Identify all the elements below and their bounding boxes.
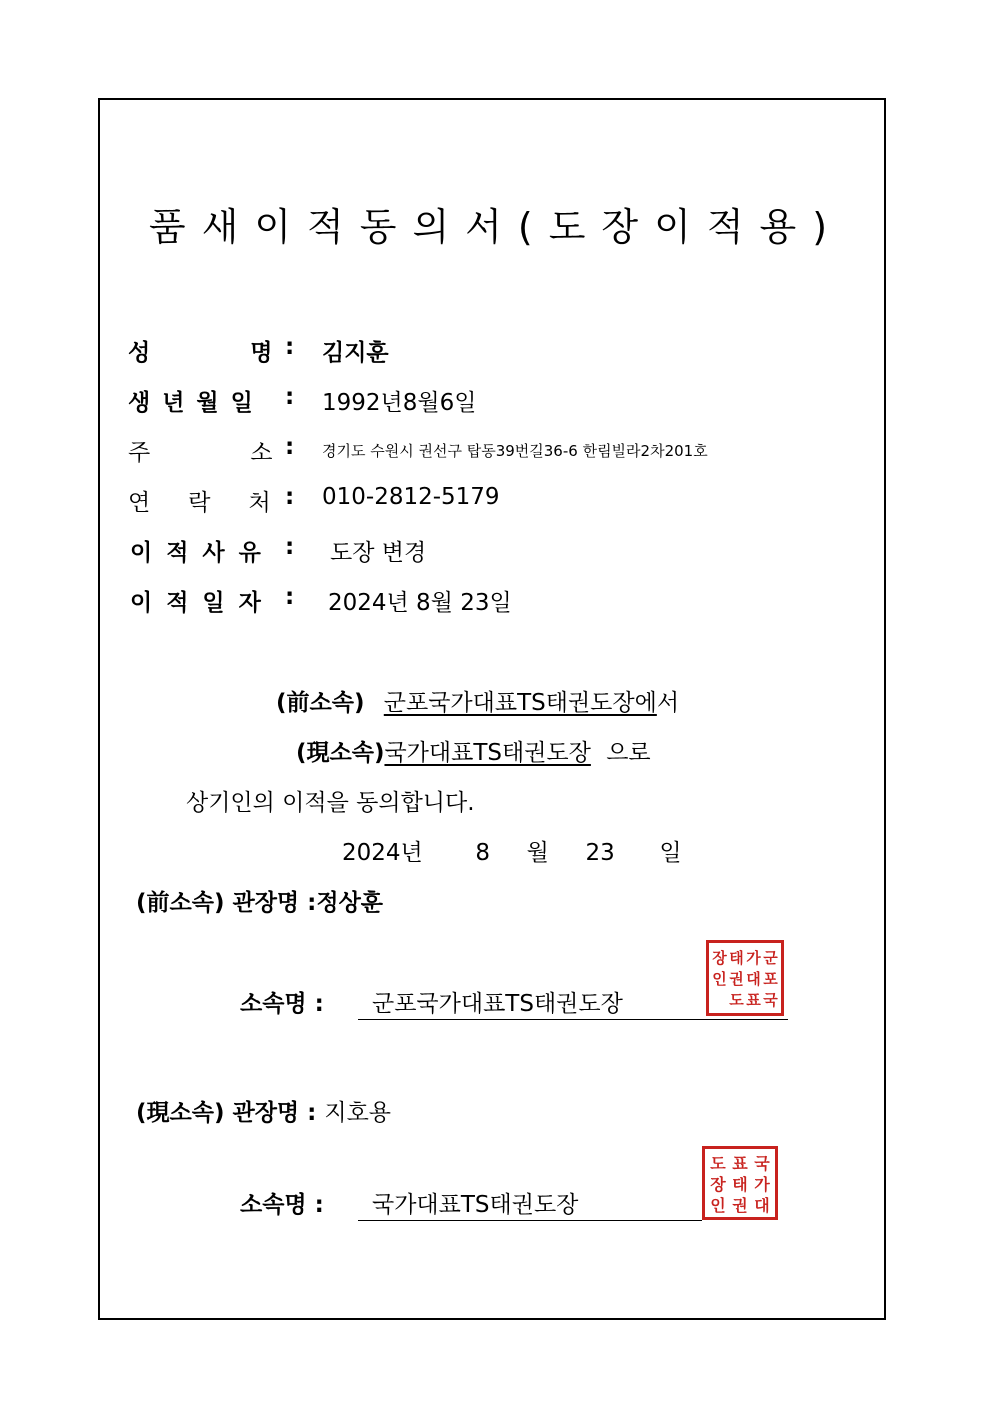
prev-director-line [136, 884, 383, 917]
curr-affiliation-label: 소속명 : [240, 1192, 324, 1218]
date-label: 이적일자 [130, 590, 275, 616]
curr-seal [702, 1146, 778, 1220]
prev-seal-char: 권 [729, 969, 744, 988]
prev-director-value: :정상훈 [307, 890, 384, 916]
statement-curr-line [296, 734, 651, 767]
curr-seal-char: 국 [754, 1153, 770, 1173]
statement-prev-dojang: 군포국가대표TS태권도장에 [383, 690, 657, 716]
prev-seal-char: 군 [763, 948, 778, 967]
birth-colon: : [285, 384, 295, 410]
agree-date-month-unit: 월 [526, 840, 549, 866]
prev-seal-char: 도 [729, 990, 744, 1009]
reason-value: 도장 변경 [330, 540, 427, 566]
name-value: 김지훈 [322, 340, 389, 366]
birth-value: 1992년8월6일 [322, 390, 477, 416]
address-value: 경기도 수원시 권선구 탑동39번길36-6 한림빌라2차201호 [322, 442, 708, 460]
curr-director-line [136, 1094, 391, 1127]
prev-seal-grid [712, 947, 779, 1009]
statement-prev-line [276, 684, 679, 717]
curr-seal-char: 도 [710, 1153, 726, 1173]
contact-value: 010-2812-5179 [322, 484, 500, 510]
statement-curr-suffix: 으로 [606, 740, 651, 766]
date-colon: : [285, 584, 295, 610]
name-colon: : [285, 334, 295, 360]
prev-seal-char: 장 [712, 948, 727, 967]
prev-seal-char: 가 [746, 948, 761, 967]
contact-label-2: 락 [188, 490, 211, 516]
curr-seal-char: 태 [732, 1174, 748, 1194]
contact-colon: : [285, 484, 295, 510]
birth-label: 생년월일 [128, 390, 265, 416]
name-label-first: 성 [128, 340, 151, 366]
curr-prefix: (現소속) [136, 1100, 225, 1126]
agree-date-day: 23 [585, 840, 615, 866]
curr-seal-char: 표 [732, 1153, 748, 1173]
prev-affiliation-value: 군포국가대표TS태권도장 [372, 991, 623, 1017]
agree-date-month: 8 [475, 840, 491, 866]
curr-affiliation-underline [358, 1220, 702, 1221]
prev-seal-char: 국 [763, 990, 778, 1009]
curr-seal-char: 권 [732, 1195, 748, 1215]
prev-affiliation-underline [358, 1019, 788, 1020]
address-label-last: 소 [250, 440, 273, 466]
agree-text: 상기인의 이적을 동의합니다. [186, 790, 475, 816]
prev-seal-char: 표 [746, 990, 761, 1009]
reason-label: 이적사유 [130, 540, 275, 566]
agree-date-year: 2024년 [342, 840, 423, 866]
curr-affiliation-value: 국가대표TS태권도장 [372, 1192, 579, 1218]
prev-affiliation-label: 소속명 : [240, 991, 324, 1017]
curr-director-label: 관장명 : [232, 1100, 317, 1126]
prev-seal-char: 대 [746, 969, 761, 988]
agree-date [342, 834, 682, 867]
name-label [128, 334, 272, 367]
contact-label-3: 처 [248, 490, 271, 516]
agree-date-day-unit: 일 [659, 840, 682, 866]
name-label-last: 명 [250, 340, 273, 366]
date-value: 2024년 8월 23일 [328, 590, 512, 616]
statement-prev-suffix: 서 [656, 690, 680, 716]
curr-seal-grid [708, 1152, 773, 1214]
prev-seal-char: 인 [712, 969, 727, 988]
contact-label-1: 연 [128, 490, 151, 516]
statement-curr-prefix: (現소속) [296, 740, 385, 766]
prev-seal [706, 940, 784, 1016]
statement-prev-prefix: (前소속) [276, 690, 365, 716]
statement-curr-dojang: 국가대표TS태권도장 [384, 740, 591, 766]
reason-colon: : [285, 534, 295, 560]
document-title: 품새이적동의서(도장이적용) [148, 205, 844, 249]
curr-seal-char: 가 [754, 1174, 770, 1194]
address-label-first: 주 [128, 440, 151, 466]
prev-seal-char: 태 [729, 948, 744, 967]
prev-director-label: 관장명 [232, 890, 300, 916]
curr-seal-char: 대 [754, 1195, 770, 1215]
prev-prefix: (前소속) [136, 890, 225, 916]
prev-seal-char: 포 [763, 969, 778, 988]
contact-label [128, 484, 271, 517]
address-label [128, 434, 272, 467]
curr-seal-char: 인 [710, 1195, 726, 1215]
curr-seal-char: 장 [710, 1174, 726, 1194]
address-colon: : [285, 434, 295, 460]
curr-director-value: 지호용 [324, 1100, 392, 1126]
